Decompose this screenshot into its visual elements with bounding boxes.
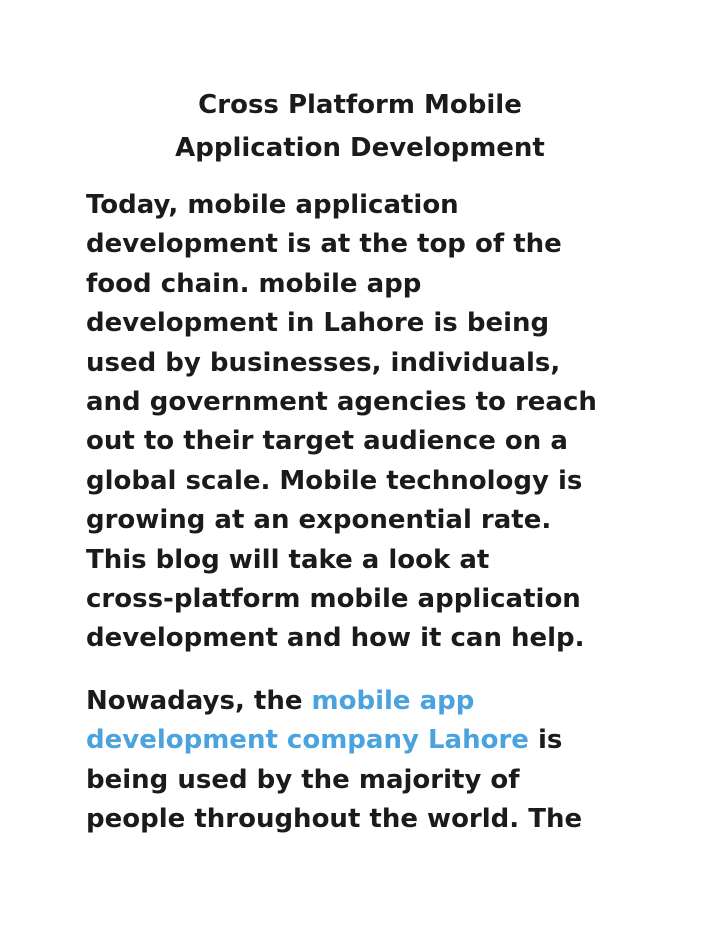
line-suffix-text: is [528, 725, 563, 756]
paragraph-line: growing at an exponential rate. [86, 505, 552, 536]
paragraph-line [86, 682, 646, 721]
intro-paragraph [86, 186, 646, 659]
company-link-part-2[interactable]: development company Lahore [86, 725, 529, 756]
paragraph-line: Today, mobile application [86, 190, 459, 220]
paragraph-line [86, 721, 646, 760]
paragraph-line: development is at the top of the [86, 229, 562, 260]
paragraph-line: global scale. Mobile technology is [86, 465, 583, 496]
line-prefix-text: Nowadays, the [86, 686, 312, 716]
paragraph-line: used by businesses, individuals, [86, 347, 561, 378]
page-title [0, 84, 720, 170]
paragraph-line: development in Lahore is being [86, 308, 550, 339]
company-link-part-1[interactable]: mobile app [311, 686, 475, 716]
paragraph-line: This blog will take a look at [86, 544, 490, 575]
paragraph-line: being used by the majority of [86, 764, 520, 795]
paragraph-line: and government agencies to reach [86, 387, 597, 418]
title-line-1: Cross Platform Mobile [198, 90, 522, 120]
paragraph-line: food chain. mobile app [86, 268, 422, 299]
title-line-2: Application Development [175, 133, 545, 163]
paragraph-line: cross-platform mobile application [86, 584, 581, 615]
paragraph-line: people throughout the world. The [86, 804, 583, 835]
paragraph-line: out to their target audience on a [86, 426, 568, 457]
paragraph-line: development and how it can help. [86, 623, 585, 654]
second-paragraph [86, 682, 646, 840]
